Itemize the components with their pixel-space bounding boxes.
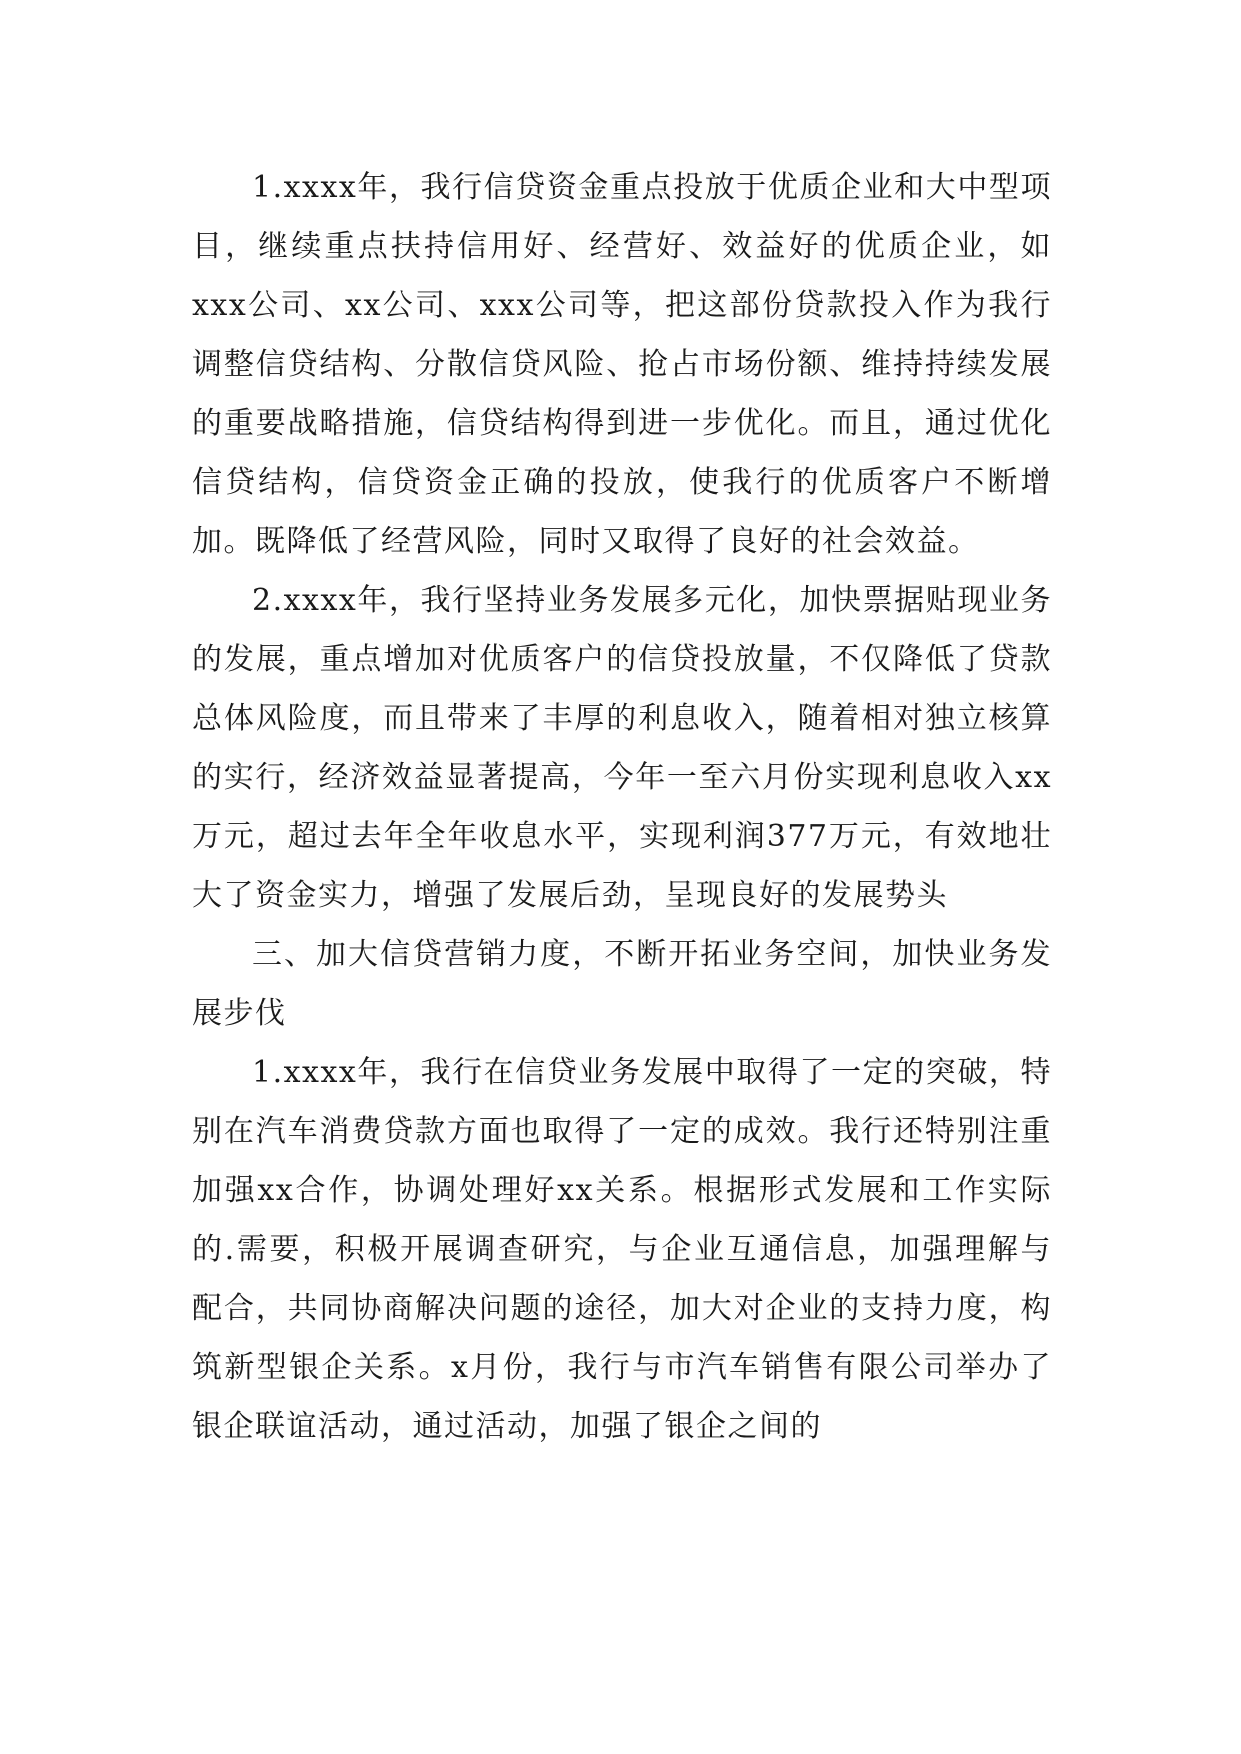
paragraph-loan-allocation: 1.xxxx年，我行信贷资金重点投放于优质企业和大中型项目，继续重点扶持信用好、经营好、效益好的优质企业，如xxx公司、xx公司、xxx公司等，把这部份贷款投入作为我行调整信贷结构、分散信贷风险、抢占市场份额、维持持续发展的重要战略措施，信贷结构得到进一步优化。而且，通过优化信贷结构，信贷资金正确的投放，使我行的优质客户不断增加。既降低了经营风险，同时又取得了良好的社会效益。 (192, 170, 1052, 559)
section-heading-credit-marketing: 三、加大信贷营销力度，不断开拓业务空间，加快业务发展步伐 (192, 937, 1052, 1031)
paragraph-business-diversification: 2.xxxx年，我行坚持业务发展多元化，加快票据贴现业务的发展，重点增加对优质客户的信贷投放量，不仅降低了贷款总体风险度，而且带来了丰厚的利息收入，随着相对独立核算的实行，经济效益显著提高，今年一至六月份实现利息收入xx万元，超过去年全年收息水平，实现利润377万元，有效地壮大了资金实力，增强了发展后劲，呈现良好的发展势头 (192, 583, 1052, 913)
paragraph-auto-loan: 1.xxxx年，我行在信贷业务发展中取得了一定的突破，特别在汽车消费贷款方面也取得了一定的成效。我行还特别注重加强xx合作，协调处理好xx关系。根据形式发展和工作实际的.需要，积极开展调查研究，与企业互通信息，加强理解与配合，共同协商解决问题的途径，加大对企业的支持力度，构筑新型银企关系。x月份，我行与市汽车销售有限公司举办了银企联谊活动，通过活动，加强了银企之间的 (192, 1055, 1052, 1444)
document-body (192, 158, 1052, 1456)
